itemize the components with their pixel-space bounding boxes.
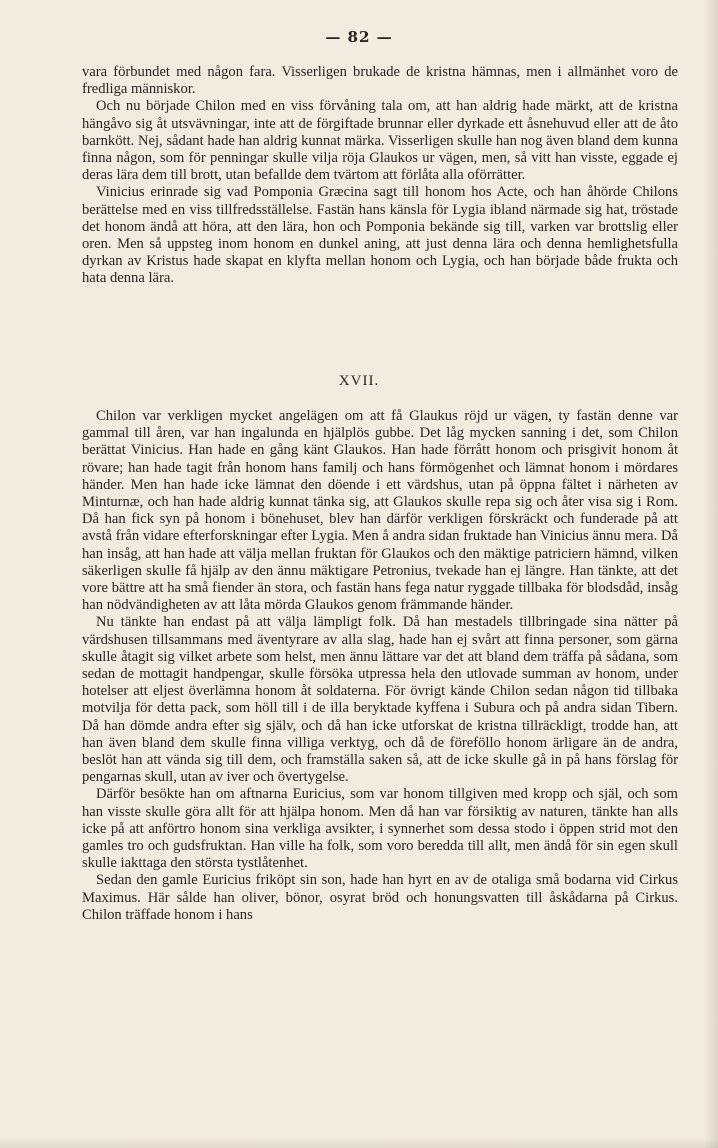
paragraph: Nu tänkte han endast på att välja lämpligt folk. Då han mestadels tillbringade sina nätter på värdshusen tillsammans med äventyrare av alla slag, hade han ej svårt att finna personer, som gärna skulle åtagit sig vilket arbete som helst, men ännu lättare var det att bland dem träffa på sådana, som sedan de mottagit handpengar, skulle försöka utpressa hela den utlovade summan av honom, under hotelser att eljest överlämna honom åt soldaterna. För övrigt kände Chilon sedan någon tid tillbaka motvilja för detta pack, som höll till i de illa beryktade kyffena i Subura och på andra sidan Tibern. Då han dömde andra efter sig själv, och då han icke utforskat de kristna tillräckligt, trodde han, att han även bland dem skulle finna villiga verktyg, och då de föreföllo honom ärligare än de andra, beslöt han att vända sig till dem, och framställa saken så, att de icke skulle gå in på hans förslag för pengarnas skull, utan av iver och övertygelse. <box>82 614 678 786</box>
text-block-before-chapter <box>82 64 678 288</box>
paragraph: Därför besökte han om aftnarna Euricius, som var honom tillgiven med kropp och själ, och som han visste skulle göra allt för att hjälpa honom. Men då han var försiktig av naturen, tänkte han alls icke på att anförtro honom sina verkliga avsikter, i synnerhet som dessa stodo i öppen strid mot den gamles tro och gudsfruktan. Han ville ha folk, som voro beredda till allt, men ändå för sin egen skull skulle iakttaga den största tystlåtenhet. <box>82 786 678 872</box>
paragraph: Chilon var verkligen mycket angelägen om att få Glaukus röjd ur vägen, ty fastän denne var gammal till åren, var han ingalunda en hjälplös gubbe. Det låg mycken sanning i det, som Chilon berättat Vinicius. Han hade en gång känt Glaukos. Han hade förrått honom och prisgivit honom åt rövare; han hade tagit från honom hans familj och hans förmögenhet och lämnat honom i mördares händer. Men han hade icke lämnat den döende i ett värdshus, utan på öppna fältet i närheten av Minturnæ, och han hade aldrig kunnat tänka sig, att Glaukos skulle repa sig och åter visa sig i Rom. Då han fick syn på honom i bönehuset, blev han därför verkligen förskräckt och funderade på att avstå från vidare efterforskningar efter Lygia. Men å andra sidan fruktade han Vinicius ännu mera. Då han insåg, att han hade att välja mellan fruktan för Glaukos och den mäktige patriciern hämnd, vilken säkerligen skulle få hjälp av den ännu mäktigare Petronius, tvekade han ej längre. Han tänkte, att det vore bättre att ha små fiender än stora, och fastän hans fega natur ryggade tillbaka för blodsdåd, insåg han nödvändigheten av att låta mörda Glaukos genom främmande händer. <box>82 408 678 614</box>
page-edge-shadow <box>0 1138 718 1148</box>
page-edge-shadow <box>704 0 718 1148</box>
chapter-text-block <box>82 408 678 924</box>
chapter-heading: XVII. <box>338 373 380 389</box>
page-number: — 82 — <box>325 28 393 46</box>
paragraph: Sedan den gamle Euricius friköpt sin son, hade han hyrt en av de otaliga små bodarna vid Cirkus Maximus. Här sålde han oliver, bönor, osyrat bröd och honungsvatten till åskådarna på Cirkus. Chilon träffade honom i hans <box>82 872 678 923</box>
paragraph: Och nu började Chilon med en viss förvåning tala om, att han aldrig hade märkt, att de kristna hängåvo sig åt utsvävningar, inte att de förgiftade brunnar eller dyrkade ett åsnehuvud eller att de åto barnkött. Nej, sådant hade han aldrig kunnat märka. Visserligen skulle han nog även bland dem kunna finna någon, som för penningar skulle vilja röja Glaukos ur vägen, men, så vitt han visste, eggade ej deras lära dem till brott, utan befallde dem tvärtom att förlåta alla oförrätter. <box>82 98 678 184</box>
paragraph: Vinicius erinrade sig vad Pomponia Græcina sagt till honom hos Acte, och han åhörde Chilons berättelse med en viss tillfredsställelse. Fastän hans känsla för Lygia ibland närmade sig hat, tröstade det honom ändå att höra, att den lära, hon och Pomponia bekände sig till, varken var brottslig eller oren. Men så uppsteg inom honom en dunkel aning, att just denna lära och denna hemlighetsfulla dyrkan av Kristus hade skapat en klyfta mellan honom och Lygia, och han började både frukta och hata denna lära. <box>82 184 678 287</box>
paragraph: vara förbundet med någon fara. Visserligen brukade de kristna hämnas, men i allmänhet voro de fredliga människor. <box>82 64 678 98</box>
